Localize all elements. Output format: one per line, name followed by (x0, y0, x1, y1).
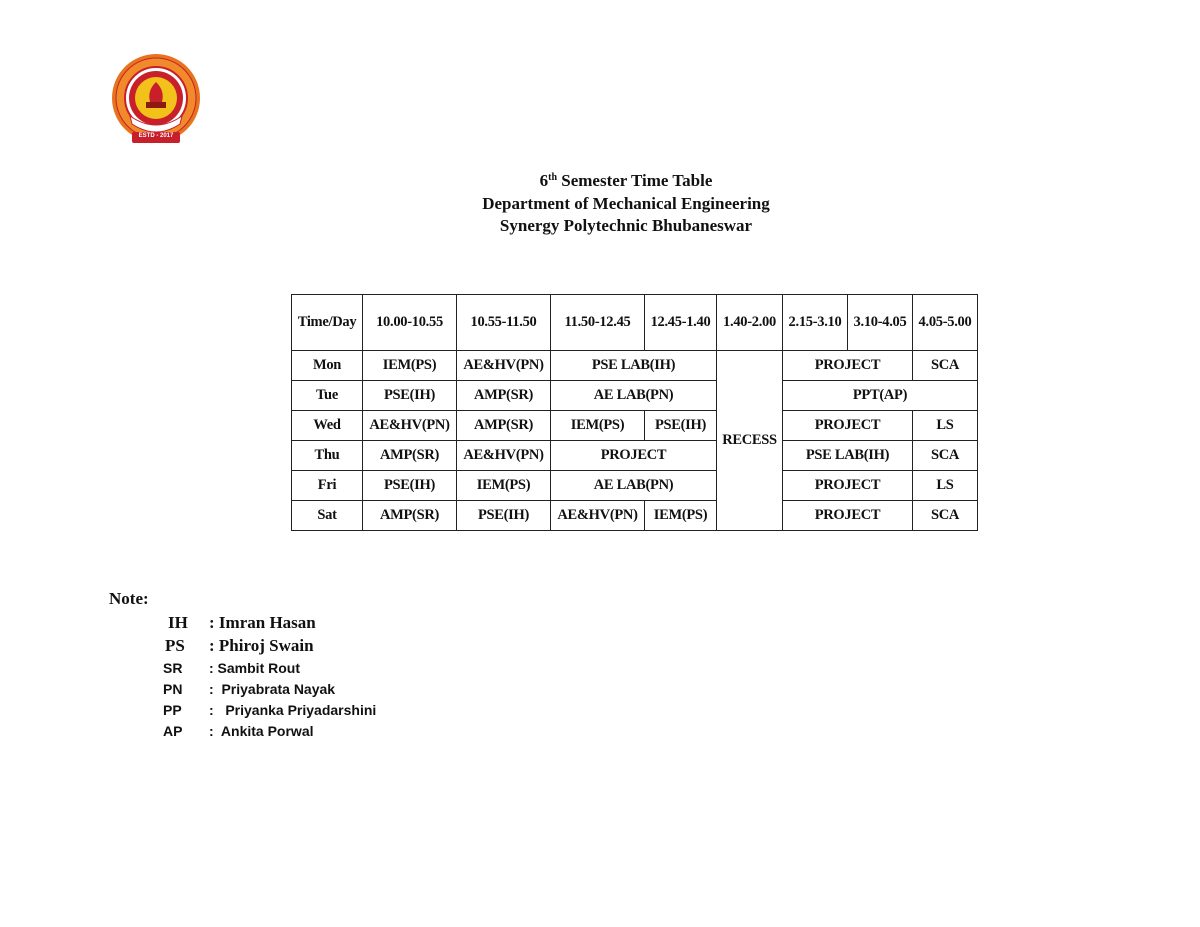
period-cell: AE LAB(PN) (551, 381, 717, 411)
table-row (292, 381, 978, 411)
note-abbr: PS (165, 635, 185, 655)
note-abbr: IH (168, 612, 188, 632)
period-cell: LS (913, 411, 978, 441)
table-row (292, 351, 978, 381)
timetable-header-row (292, 295, 978, 351)
department-title: Department of Mechanical Engineering (482, 193, 770, 213)
institute-logo (110, 54, 202, 150)
note-name: : Priyabrata Nayak (209, 680, 336, 697)
note-abbr: AP (163, 722, 183, 739)
table-row (292, 411, 978, 441)
period-cell: AE LAB(PN) (551, 471, 717, 501)
period-cell: PROJECT (783, 351, 913, 381)
period-cell: IEM(PS) (457, 471, 551, 501)
header-cell: 12.45-1.40 (645, 295, 717, 351)
period-cell: PROJECT (783, 411, 913, 441)
list-item (163, 611, 376, 634)
header-cell: Time/Day (292, 295, 363, 351)
period-cell: PSE(IH) (363, 381, 457, 411)
note-title: Note: (109, 589, 149, 608)
table-row (292, 441, 978, 471)
table-row (292, 501, 978, 531)
note-abbr: PN (163, 680, 183, 697)
period-cell: SCA (913, 441, 978, 471)
period-cell: PSE(IH) (645, 411, 717, 441)
logo-estd-label: ESTD - 2017 (138, 133, 174, 139)
period-cell: PROJECT (783, 501, 913, 531)
period-cell: PROJECT (551, 441, 717, 471)
period-cell: SCA (913, 351, 978, 381)
period-cell: PPT(AP) (783, 381, 978, 411)
period-cell: IEM(PS) (551, 411, 645, 441)
list-item (163, 699, 376, 720)
period-cell: AE&HV(PN) (363, 411, 457, 441)
header-cell: 2.15-3.10 (783, 295, 848, 351)
header-cell: 4.05-5.00 (913, 295, 978, 351)
institute-title: Synergy Polytechnic Bhubaneswar (499, 216, 753, 235)
period-cell: PSE(IH) (363, 471, 457, 501)
period-cell: PROJECT (783, 471, 913, 501)
note-name: : Ankita Porwal (209, 722, 314, 739)
period-cell: AE&HV(PN) (551, 501, 645, 531)
day-cell: Wed (292, 411, 363, 441)
table-row (292, 471, 978, 501)
note-name: : Phiroj Swain (209, 635, 314, 655)
period-cell: IEM(PS) (645, 501, 717, 531)
period-cell: IEM(PS) (363, 351, 457, 381)
list-item (163, 634, 376, 657)
period-cell: SCA (913, 501, 978, 531)
period-cell: PSE LAB(IH) (783, 441, 913, 471)
day-cell: Tue (292, 381, 363, 411)
header-cell: 10.55-11.50 (457, 295, 551, 351)
day-cell: Mon (292, 351, 363, 381)
note-name: : Priyanka Priyadarshini (209, 701, 377, 718)
list-item (163, 657, 376, 678)
period-cell: AMP(SR) (457, 411, 551, 441)
period-cell: AMP(SR) (457, 381, 551, 411)
logo-ring-text (110, 54, 111, 55)
day-cell: Thu (292, 441, 363, 471)
header-cell: 3.10-4.05 (848, 295, 913, 351)
note-abbr: SR (163, 659, 183, 676)
recess-cell: RECESS (717, 351, 783, 531)
period-cell: LS (913, 471, 978, 501)
header-cell: 10.00-10.55 (363, 295, 457, 351)
period-cell: AE&HV(PN) (457, 441, 551, 471)
note-list (163, 611, 376, 741)
page-heading (426, 170, 826, 238)
list-item (163, 720, 376, 741)
header-cell: 11.50-12.45 (551, 295, 645, 351)
day-cell: Fri (292, 471, 363, 501)
period-cell: AMP(SR) (363, 501, 457, 531)
period-cell: AE&HV(PN) (457, 351, 551, 381)
day-cell: Sat (292, 501, 363, 531)
note-abbr: PP (163, 701, 182, 718)
header-cell: 1.40-2.00 (717, 295, 783, 351)
period-cell: PSE(IH) (457, 501, 551, 531)
note-name: : Sambit Rout (209, 659, 300, 676)
list-item (163, 678, 376, 699)
timetable (291, 294, 978, 531)
period-cell: PSE LAB(IH) (551, 351, 717, 381)
note-name: : Imran Hasan (209, 612, 316, 632)
period-cell: AMP(SR) (363, 441, 457, 471)
semester-title: 6th Semester Time Table (539, 171, 713, 190)
